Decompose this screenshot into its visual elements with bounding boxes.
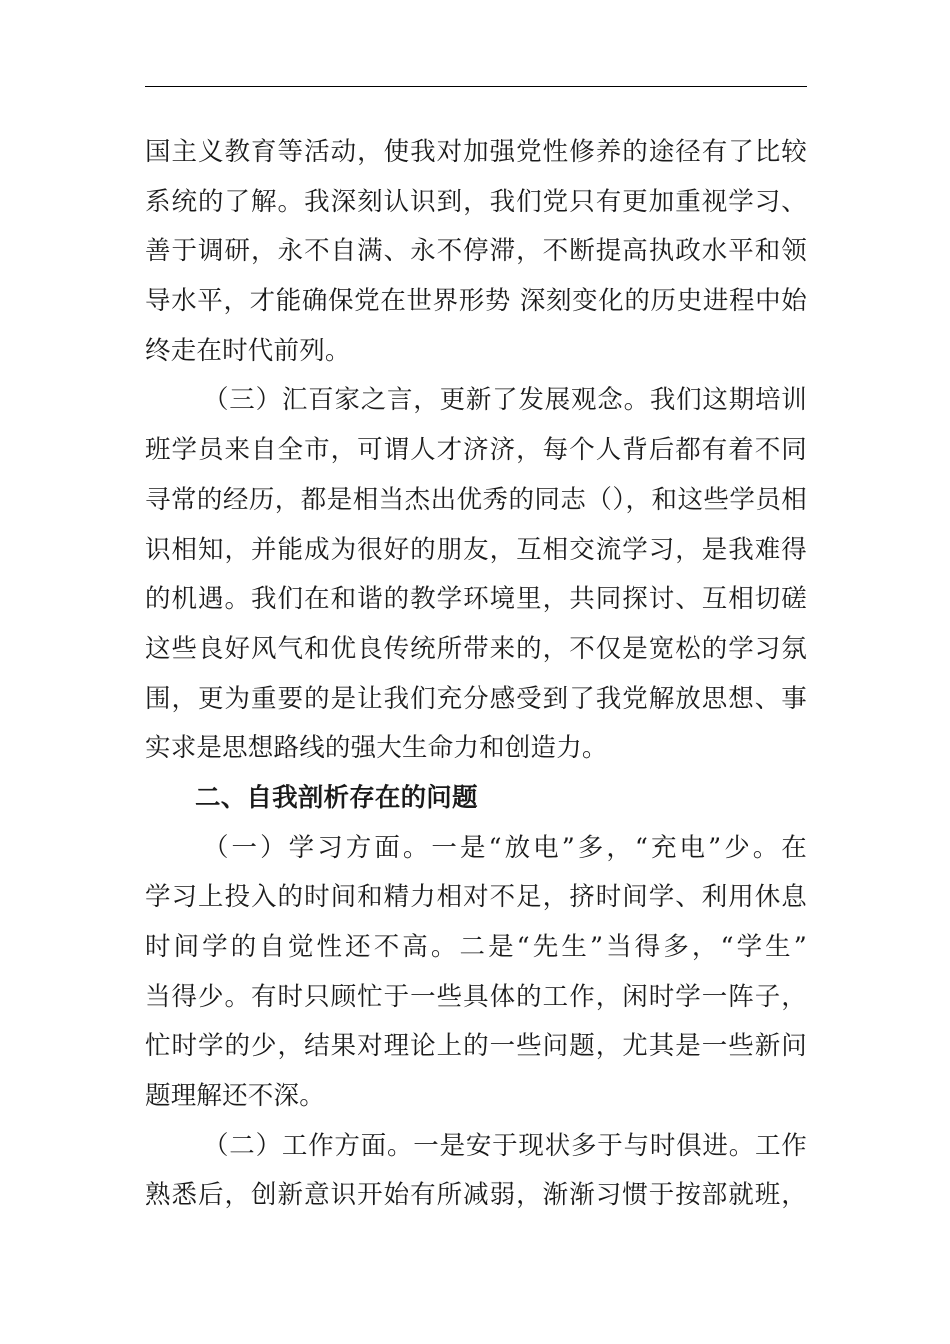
header-rule bbox=[145, 86, 807, 87]
text-line: 当得少。有时只顾忙于一些具体的工作，闲时学一阵子， bbox=[145, 981, 807, 1012]
text-line: 熟悉后，创新意识开始有所减弱，渐渐习惯于按部就班， bbox=[145, 1180, 807, 1211]
text-line: 班学员来自全市，可谓人才济济，每个人背后都有着不同 bbox=[145, 435, 807, 466]
body-text bbox=[145, 128, 807, 1221]
text-line: 这些良好风气和优良传统所带来的，不仅是宽松的学习氛 bbox=[145, 633, 807, 664]
text-line: 实求是思想路线的强大生命力和创造力。 bbox=[145, 733, 608, 764]
paragraph-first-line: （三）汇百家之言，更新了发展观念。我们这期培训 bbox=[203, 385, 807, 416]
text-line: 终走在时代前列。 bbox=[145, 335, 351, 366]
text-line: 围，更为重要的是让我们充分感受到了我党解放思想、事 bbox=[145, 683, 807, 714]
text-line: 善于调研，永不自满、永不停滞，不断提高执政水平和领 bbox=[145, 236, 807, 267]
text-line: 国主义教育等活动，使我对加强党性修养的途径有了比较 bbox=[145, 137, 807, 167]
text-line: 识相知，并能成为很好的朋友，互相交流学习，是我难得 bbox=[145, 534, 807, 565]
text-line: 时间学的自觉性还不高。二是“先生”当得多，“学生” bbox=[145, 932, 807, 962]
text-line: 导水平，才能确保党在世界形势 深刻变化的历史进程中始 bbox=[145, 286, 807, 317]
paragraph-first-line: （二）工作方面。一是安于现状多于与时俱进。工作 bbox=[203, 1130, 807, 1161]
text-line: 学习上投入的时间和精力相对不足，挤时间学、利用休息 bbox=[145, 882, 807, 913]
text-line: 忙时学的少，结果对理论上的一些问题，尤其是一些新问 bbox=[145, 1031, 807, 1062]
text-line: 题理解还不深。 bbox=[145, 1081, 325, 1112]
section-heading: 二、自我剖析存在的问题 bbox=[195, 782, 478, 813]
text-line: 寻常的经历，都是相当杰出优秀的同志（），和这些学员相 bbox=[145, 484, 807, 515]
text-line: 系统的了解。我深刻认识到，我们党只有更加重视学习、 bbox=[145, 186, 807, 217]
text-line: 的机遇。我们在和谐的教学环境里，共同探讨、互相切磋 bbox=[145, 584, 807, 615]
paragraph-first-line: （一）学习方面。一是“放电”多，“充电”少。在 bbox=[203, 832, 807, 863]
